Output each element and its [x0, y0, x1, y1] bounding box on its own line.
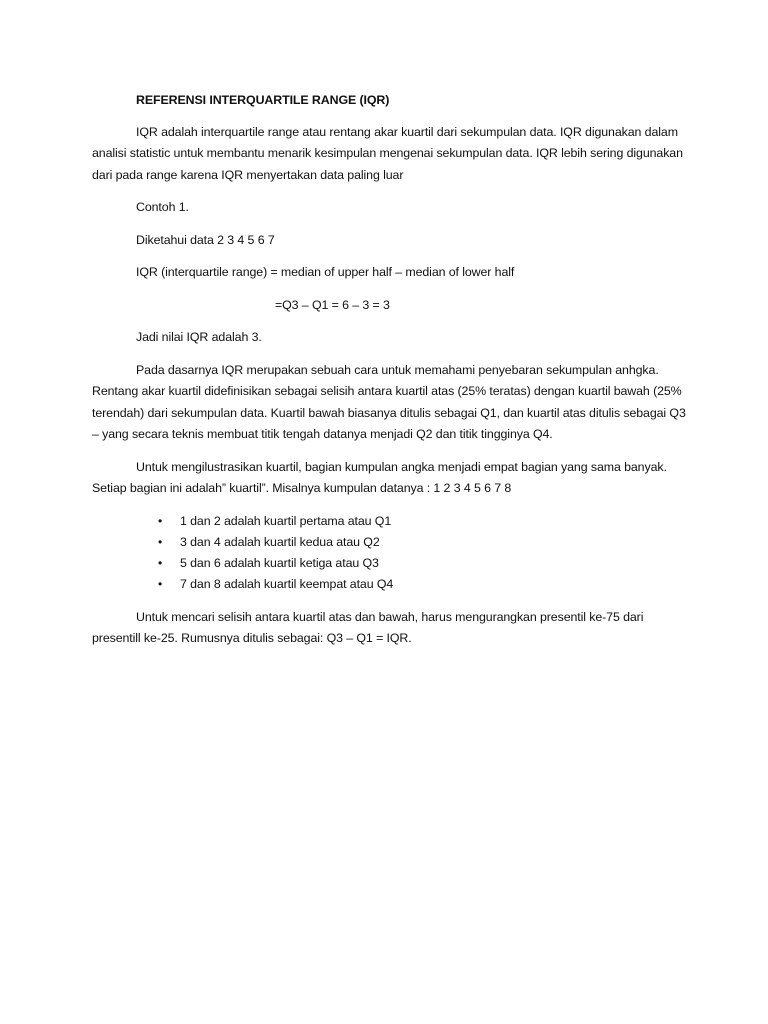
bullet-icon: •	[158, 576, 163, 591]
bullet-icon: •	[158, 513, 163, 528]
list-item-text: 1 dan 2 adalah kuartil pertama atau Q1	[180, 513, 392, 528]
given-data-line: Diketahui data 2 3 4 5 6 7	[136, 232, 275, 247]
list-item-text: 7 dan 8 adalah kuartil keempat atau Q4	[180, 576, 394, 591]
bullet-icon: •	[158, 534, 163, 549]
list-item	[92, 511, 688, 532]
conclusion-line: Jadi nilai IQR adalah 3.	[136, 330, 262, 344]
document-body	[92, 90, 688, 661]
list-item	[92, 574, 688, 595]
iqr-definition-line: IQR (interquartile range) = median of upper half – median of lower half	[136, 265, 515, 279]
list-item-text: 3 dan 4 adalah kuartil kedua atau Q2	[180, 534, 380, 549]
intro-paragraph: IQR adalah interquartile range atau rentang akar kuartil dari sekumpulan data. IQR digunakan dalam analisi statistic untuk membantu menarik kesimpulan mengenai sekumpulan data. IQR lebih sering digunakan dari pada range karena IQR menyertakan data paling luar	[92, 124, 683, 182]
list-item-text: 5 dan 6 adalah kuartil ketiga atau Q3	[180, 555, 379, 570]
document-title: REFERENSI INTERQUARTILE RANGE (IQR)	[136, 93, 390, 107]
quartile-bullet-list	[92, 511, 688, 595]
final-paragraph: Untuk mencari selisih antara kuartil atas dan bawah, harus mengurangkan presentil ke-75 dari presentill ke-25. Rumusnya ditulis sebagai: Q3 – Q1 = IQR.	[92, 609, 644, 645]
list-item	[92, 553, 688, 574]
iqr-formula-line: =Q3 – Q1 = 6 – 3 = 3	[275, 297, 390, 312]
basics-paragraph: Pada dasarnya IQR merupakan sebuah cara untuk memahami penyebaran sekumpulan anhgka. Rentang akar kuartil didefinisikan sebagai selisih antara kuartil atas (25% teratas) dengan kuartil bawah (25% terendah) dari sekumpulan data. Kuartil bawah biasanya ditulis sebagai Q1, dan kuartil atas ditulis sebagai Q3 – yang secara teknis membuat titik tengah datanya menjadi Q2 dan titik tingginya Q4.	[92, 362, 686, 441]
list-item	[92, 532, 688, 553]
bullet-icon: •	[158, 555, 163, 570]
illustration-paragraph: Untuk mengilustrasikan kuartil, bagian kumpulan angka menjadi empat bagian yang sama banyak. Setiap bagian ini adalah” kuartil”. Misalnya kumpulan datanya : 1 2 3 4 5 6 7 8	[92, 459, 667, 495]
example-heading: Contoh 1.	[136, 200, 189, 214]
